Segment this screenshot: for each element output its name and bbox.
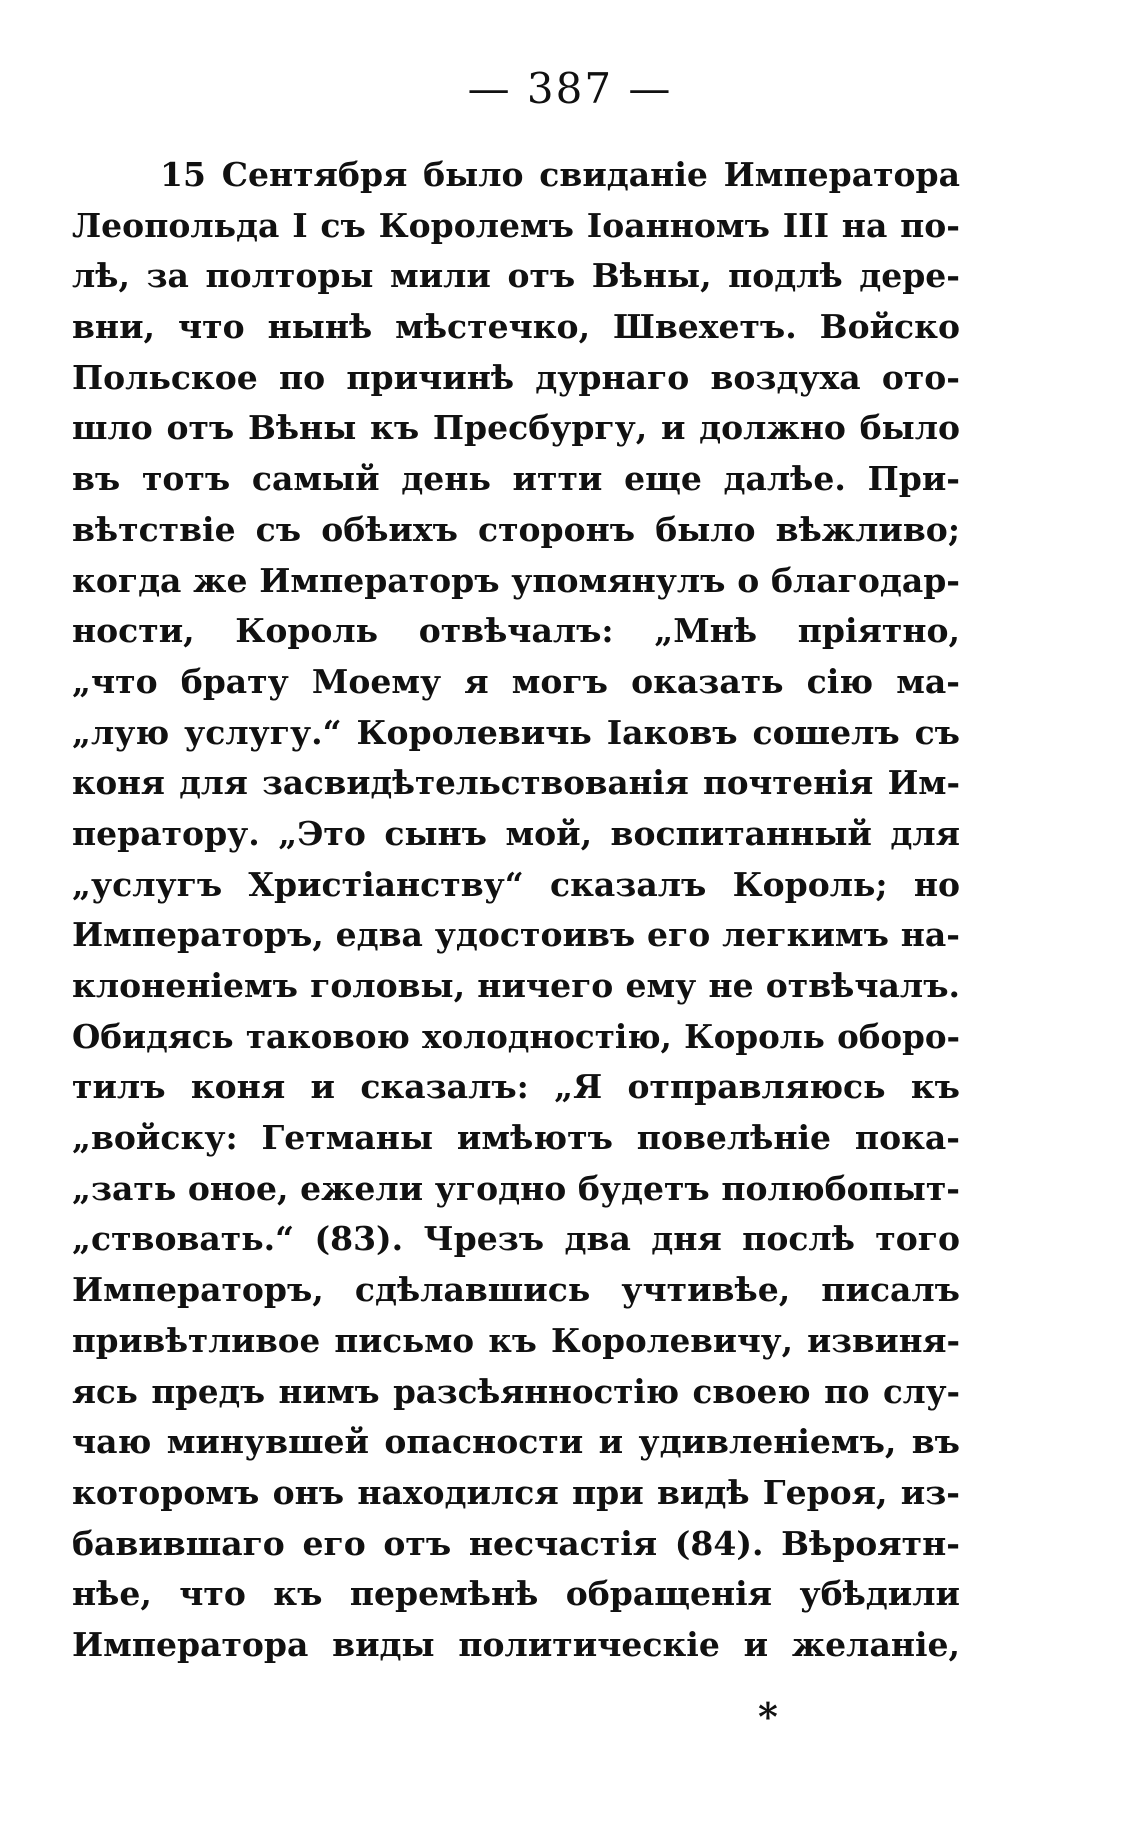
text-line: лѣ, за полторы мили отъ Вѣны, подлѣ дере- xyxy=(72,256,960,296)
text-line: „услугъ Христіанству“ сказалъ Король; но xyxy=(72,864,960,904)
text-line: 15 Сентября было свиданіе Императора xyxy=(160,155,960,194)
text-line: „ствовать.“ (83). Чрезъ два дня послѣ того xyxy=(72,1219,960,1259)
text-line: коня для засвидѣтельствованія почтенія Им- xyxy=(72,763,960,803)
text-line: вни, что нынѣ мѣстечко, Швехетъ. Войско xyxy=(72,307,960,347)
text-line: „что брату Моему я могъ оказать сію ма- xyxy=(72,661,960,701)
text-line: бавившаго его отъ несчастія (84). Вѣроятн- xyxy=(72,1523,960,1563)
text-line: Императора виды политическіе и желаніе, xyxy=(72,1624,960,1664)
text-line: „лую услугу.“ Королевичь Іаковъ сошелъ съ xyxy=(72,712,960,752)
page-number: — 387 — xyxy=(467,64,673,113)
text-line: Леопольда I съ Королемъ Іоанномъ III на по- xyxy=(72,205,960,245)
text-line: Императоръ, сдѣлавшись учтивѣе, писалъ xyxy=(72,1270,960,1310)
text-line: въ тотъ самый день итти еще далѣе. При- xyxy=(72,459,960,499)
text-line: ности, Король отвѣчалъ: „Мнѣ пріятно, xyxy=(72,611,960,651)
text-line: ясь предъ нимъ разсѣянностію своею по слу- xyxy=(72,1371,960,1411)
text-line: когда же Императоръ упомянулъ о благодар- xyxy=(72,560,960,600)
text-line: шло отъ Вѣны къ Пресбургу, и должно было xyxy=(72,408,960,448)
text-line: вѣтствіе съ обѣихъ сторонъ было вѣжливо; xyxy=(72,509,960,549)
text-line: Обидясь таковою холодностію, Король оборо- xyxy=(72,1016,960,1056)
text-line: которомъ онъ находился при видѣ Героя, из- xyxy=(72,1472,960,1512)
text-line: привѣтливое письмо къ Королевичу, извиня- xyxy=(72,1320,960,1360)
text-line: чаю минувшей опасности и удивленіемъ, въ xyxy=(72,1422,960,1462)
text-line: нѣе, что къ перемѣнѣ обращенія убѣдили xyxy=(72,1574,960,1614)
text-line: клоненіемъ головы, ничего ему не отвѣчалъ. xyxy=(72,966,960,1005)
text-line: Польское по причинѣ дурнаго воздуха ото- xyxy=(72,357,960,397)
text-line: тилъ коня и сказалъ: „Я отправляюсь къ xyxy=(72,1067,960,1107)
text-line: „войску: Гетманы имѣютъ повелѣніе пока- xyxy=(72,1118,960,1158)
signature-mark: * xyxy=(758,1694,778,1739)
text-line: Императоръ, едва удостоивъ его легкимъ на- xyxy=(72,915,960,955)
body-text xyxy=(72,150,960,1671)
text-line: „зать оное, ежели угодно будетъ полюбопыт- xyxy=(72,1168,960,1208)
text-line: ператору. „Это сынъ мой, воспитанный для xyxy=(72,813,960,853)
